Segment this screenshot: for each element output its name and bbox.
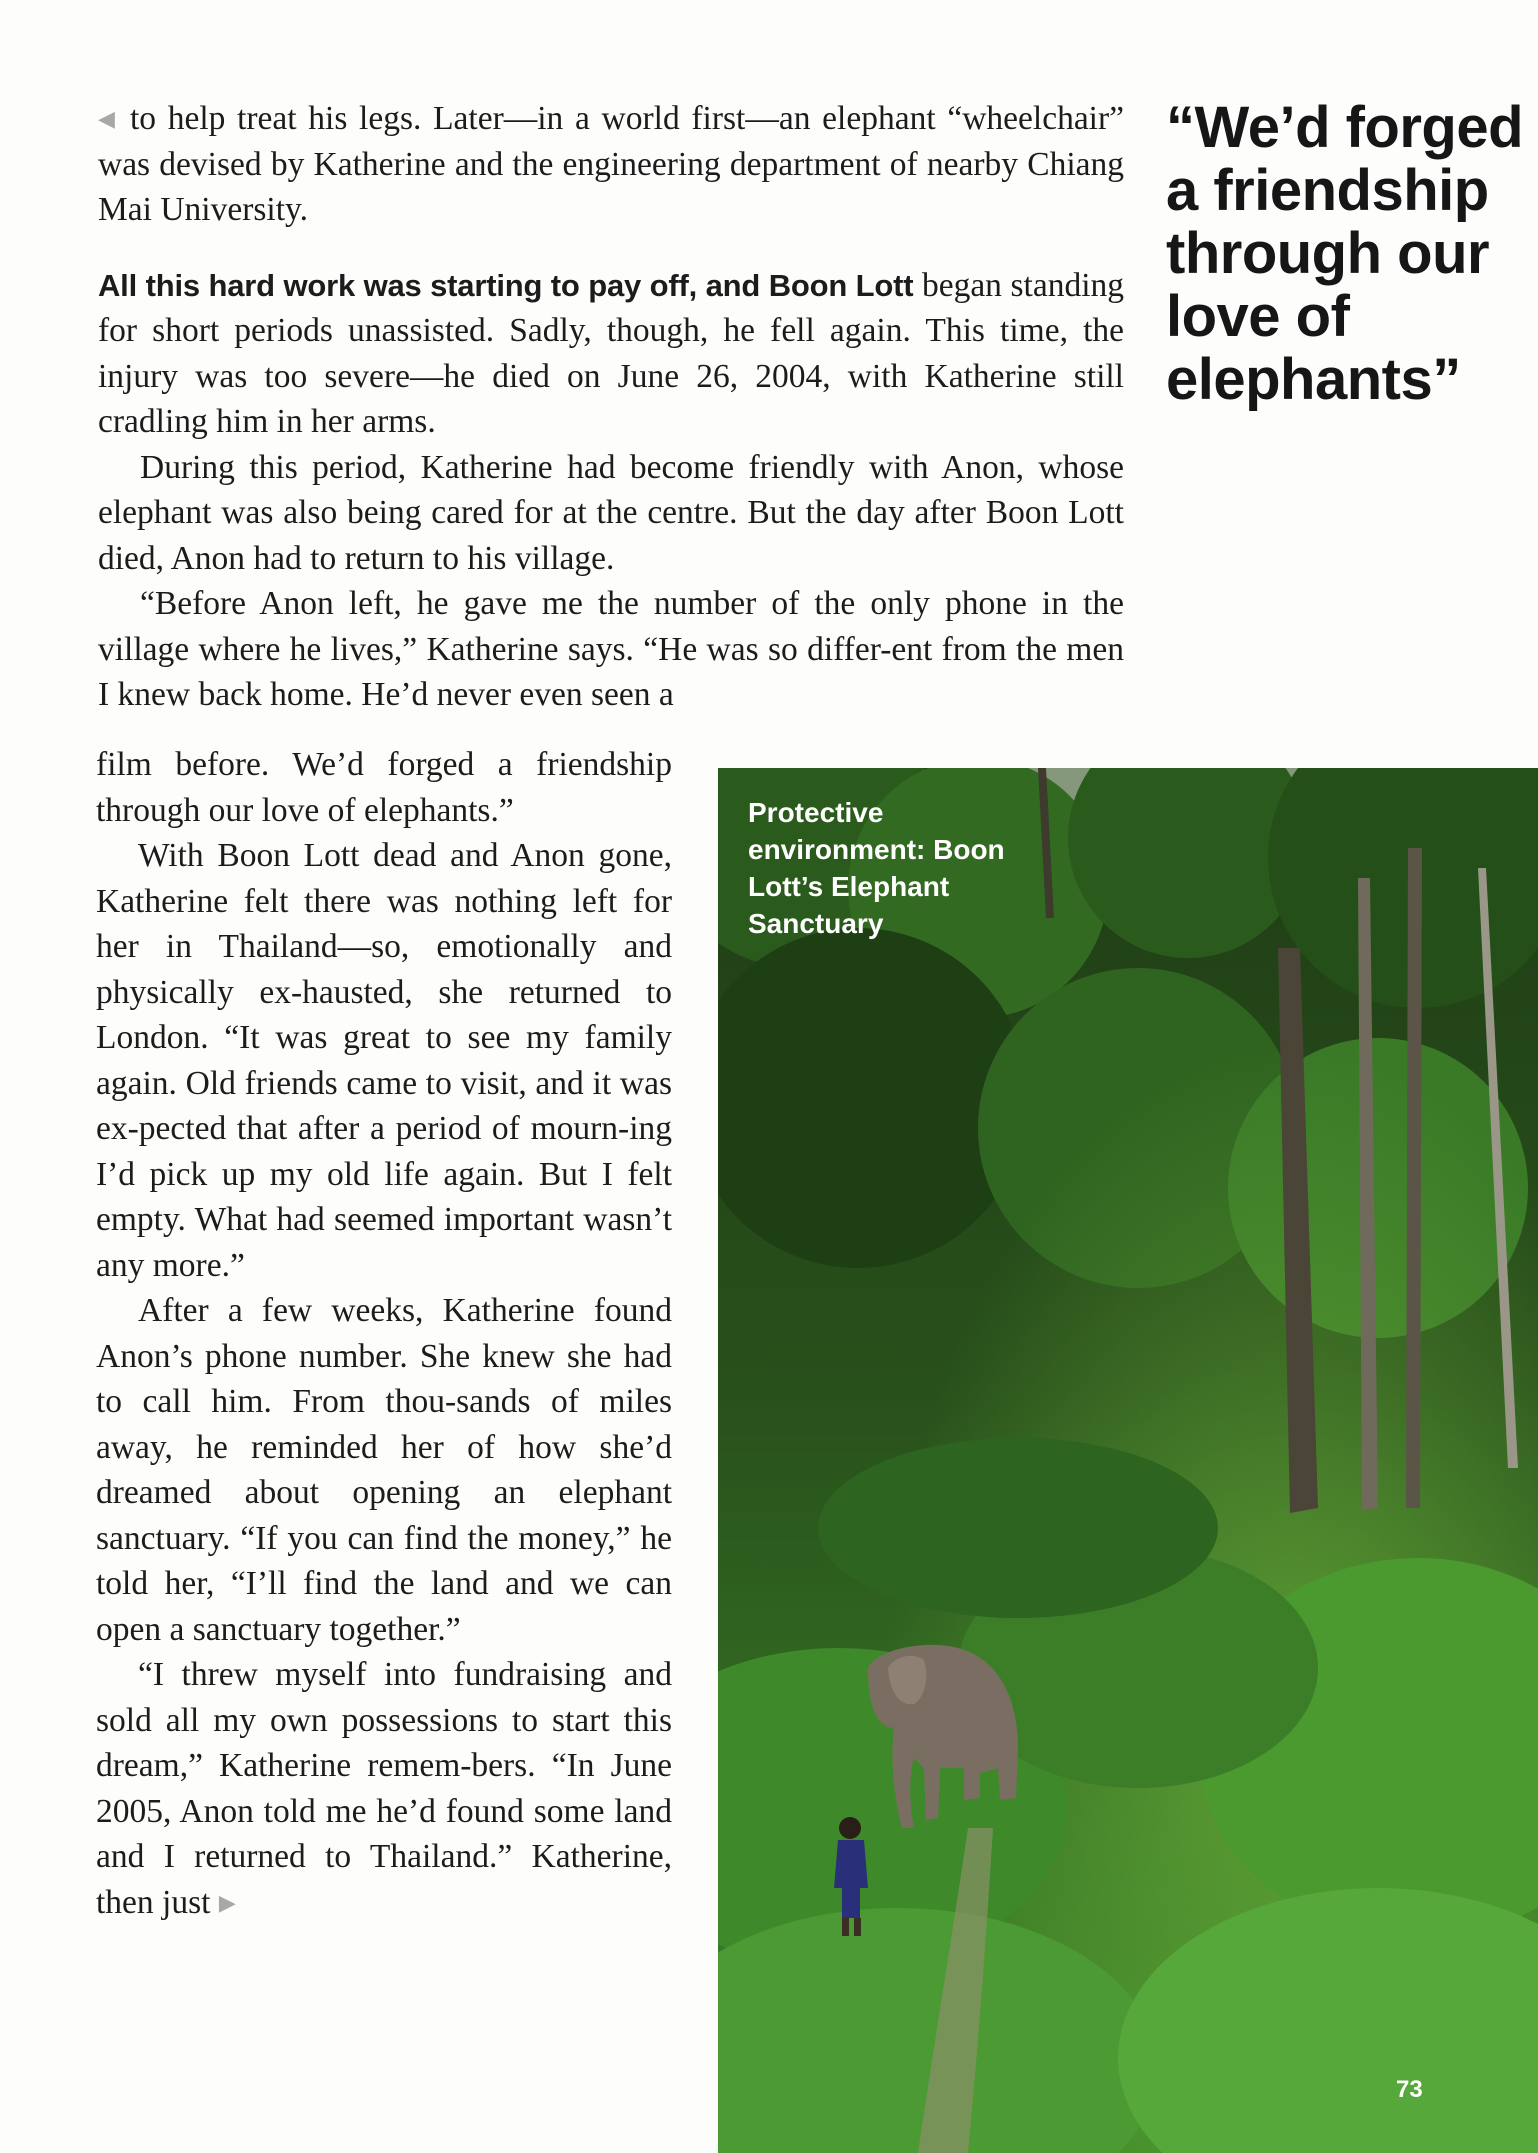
article-paragraph: With Boon Lott dead and Anon gone, Katherine felt there was nothing left for her in Thailand—so, emotionally and physically ex-hausted, she returned to London. “It was great to see my family again. Old friends came to visit, and it was ex-pected that after a period of mourn-ing I’d pick up my old life again. But I felt empty. What had seemed important wasn’t any more.” [96,837,672,1284]
article-top-column [98,96,1124,718]
sanctuary-photo [718,768,1538,2153]
lead-in-text: All this hard work was starting to pay off, and Boon Lott [98,267,914,303]
pull-quote: “We’d forged a friendship through our love of elephants” [1166,95,1524,412]
article-paragraph [96,1652,672,1925]
photo-caption: Protective environment: Boon Lott’s Elephant Sanctuary [748,797,1005,939]
article-paragraph: After a few weeks, Katherine found Anon’s phone number. She knew she had to call him. From thou-sands of miles away, he reminded her of how she’d dreamed about opening an elephant sanctuary. “If you can find the money,” he told her, “I’ll find the land and we can open a sanctuary together.” [96,1292,672,1648]
forest-elephant-illustration [718,768,1538,2153]
article-left-column [96,742,672,1925]
paragraph-text: “I threw myself into fundraising and sold all my own possessions to start this dream,” Katherine remem-bers. “In June 2005, Anon told me he’d found some land and I returned to Thailand.” Katherine, then just [96,1656,672,1921]
left-triangle-icon: ◀ [98,106,119,131]
page-number: 73 [1396,2076,1423,2103]
article-paragraph [98,263,1124,445]
article-paragraph: During this period, Katherine had become friendly with Anon, whose elephant was also being cared for at the centre. But the day after Boon Lott died, Anon had to return to his village. [98,448,1124,577]
article-paragraph [98,96,1124,233]
article-paragraph: “Before Anon left, he gave me the number of the only phone in the village where he lives,” Katherine says. “He was so differ-ent from the men I knew back home. He’d never even seen a [98,585,1124,713]
paragraph-text: began standing for short periods unassisted. Sadly, though, he fell again. This time, the injury was too severe—he died on June 26, 2004, with Katherine still cradling him in her arms. [98,266,1124,440]
paragraph-text: to help treat his legs. Later—in a world first—an elephant “wheelchair” was devised by Katherine and the engineering department of nearby Chiang Mai University. [98,100,1125,228]
right-triangle-icon: ▶ [218,1889,236,1915]
article-paragraph: film before. We’d forged a friendship through our love of elephants.” [96,746,672,829]
